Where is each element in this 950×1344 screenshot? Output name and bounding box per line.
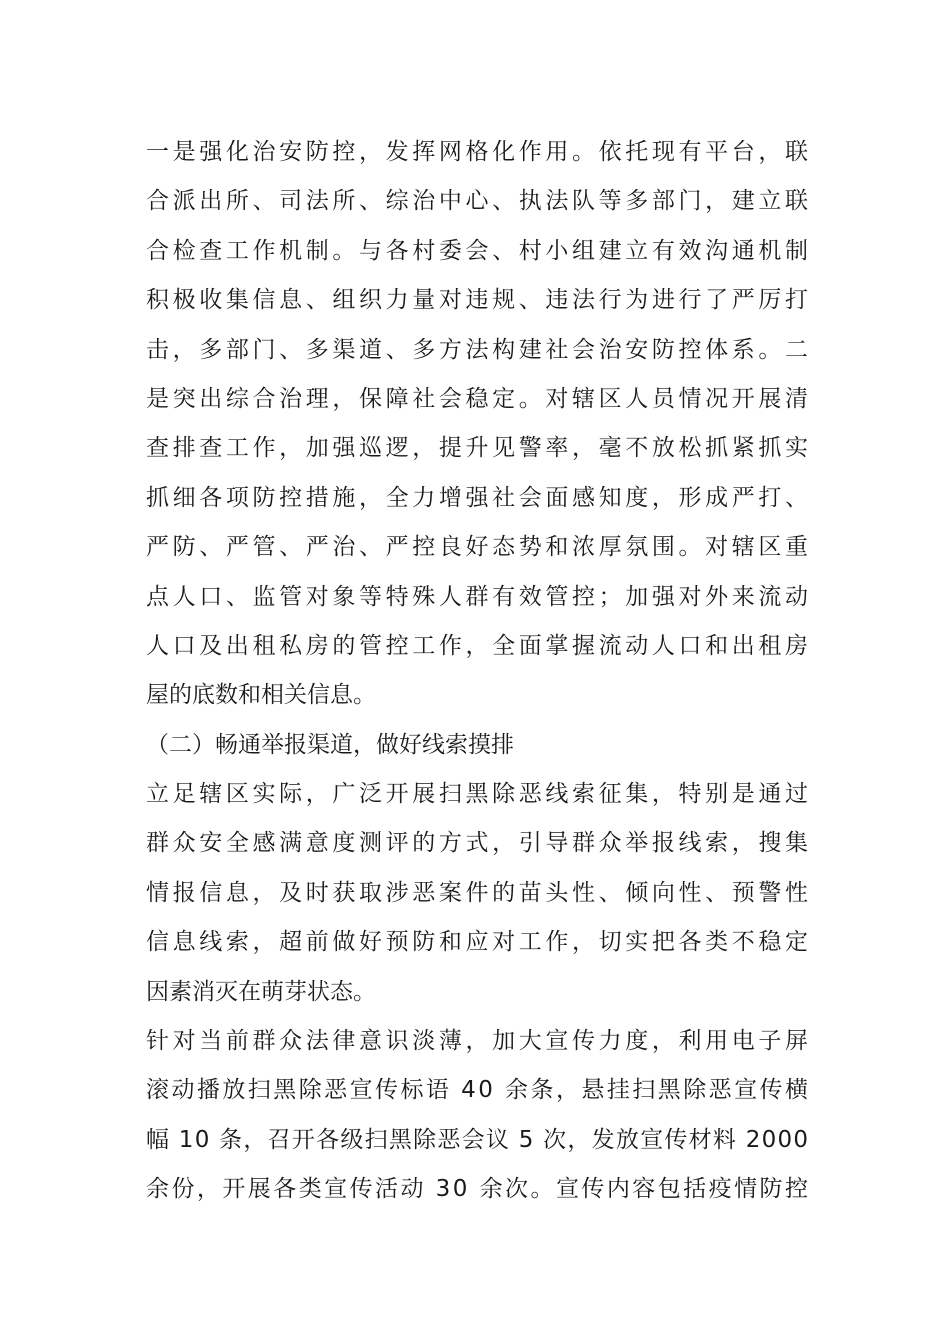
- section-heading: （二）畅通举报渠道，做好线索摸排: [146, 731, 514, 758]
- text-line: 查排查工作，加强巡逻，提升见警率，毫不放松抓紧抓实: [146, 435, 812, 462]
- text-line: 幅 10 条，召开各级扫黑除恶会议 5 次，发放宣传材料 2000: [146, 1126, 810, 1153]
- text-line: 群众安全感满意度测评的方式，引导群众举报线索，搜集: [146, 830, 812, 857]
- text-line: 一是强化治安防控，发挥网格化作用。依托现有平台，联: [146, 139, 812, 165]
- text-line: 击，多部门、多渠道、多方法构建社会治安防控体系。二: [146, 336, 812, 363]
- text-line: 严防、严管、严治、严控良好态势和浓厚氛围。对辖区重: [146, 534, 812, 561]
- text-line: 滚动播放扫黑除恶宣传标语 40 余条，悬挂扫黑除恶宣传横: [146, 1077, 811, 1104]
- text-line: 合检查工作机制。与各村委会、村小组建立有效沟通机制: [146, 237, 812, 264]
- text-line: 屋的底数和相关信息。: [146, 682, 376, 709]
- text-line: 立足辖区实际，广泛开展扫黑除恶线索征集，特别是通过: [146, 781, 812, 808]
- text-line: 抓细各项防控措施，全力增强社会面感知度，形成严打、: [146, 484, 812, 511]
- text-line: 情报信息，及时获取涉恶案件的苗头性、倾向性、预警性: [146, 879, 812, 906]
- document-body: [146, 128, 812, 1215]
- text-line: 针对当前群众法律意识淡薄，加大宣传力度，利用电子屏: [146, 1028, 812, 1055]
- text-line: 余份，开展各类宣传活动 30 余次。宣传内容包括疫情防控: [146, 1176, 811, 1203]
- text-line: 是突出综合治理，保障社会稳定。对辖区人员情况开展清: [146, 385, 812, 412]
- text-line: 积极收集信息、组织力量对违规、违法行为进行了严厉打: [146, 287, 812, 314]
- text-line: 合派出所、司法所、综治中心、执法队等多部门，建立联: [146, 188, 812, 215]
- text-line: 信息线索，超前做好预防和应对工作，切实把各类不稳定: [146, 929, 812, 956]
- text-line: 点人口、监管对象等特殊人群有效管控；加强对外来流动: [146, 583, 812, 610]
- text-line: 因素消灭在萌芽状态。: [146, 978, 376, 1005]
- text-line: 人口及出租私房的管控工作，全面掌握流动人口和出租房: [146, 632, 812, 659]
